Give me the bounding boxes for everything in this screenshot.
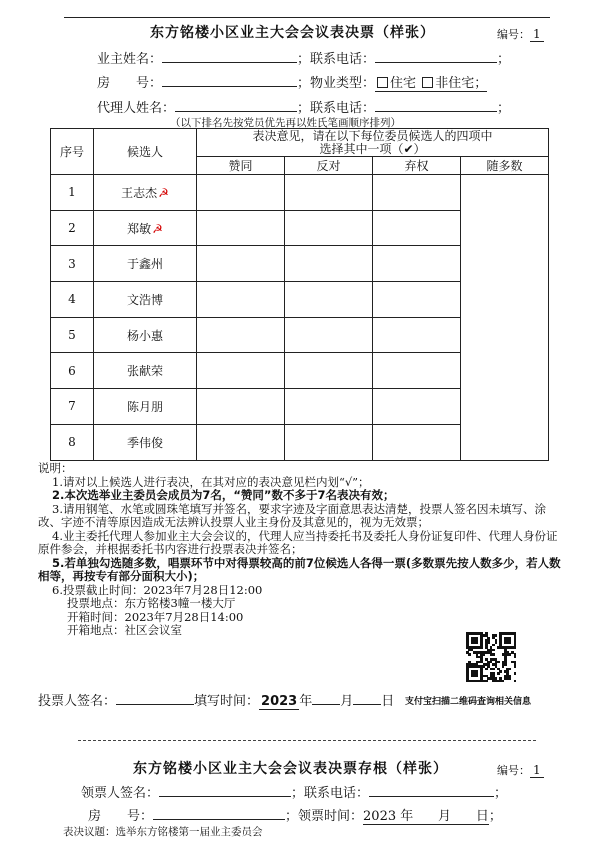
cut-line xyxy=(78,740,536,741)
candidate-cell xyxy=(94,282,197,318)
row-index: 3 xyxy=(51,246,94,282)
vote-cell-abstain[interactable] xyxy=(373,424,461,460)
non-residential-label: 非住宅； xyxy=(435,76,488,91)
stub-receive-date[interactable] xyxy=(363,809,489,825)
row-index: 1 xyxy=(51,175,94,211)
vote-cell-agree[interactable] xyxy=(197,210,285,246)
serial-value: 1 xyxy=(530,27,544,42)
candidate-name: 陈月朋 xyxy=(126,399,163,414)
vote-cell-oppose[interactable] xyxy=(285,210,373,246)
voter-sign-label: 投票人签名： xyxy=(38,694,117,709)
non-residential-checkbox[interactable] xyxy=(422,77,433,88)
proxy-contact-field[interactable] xyxy=(375,98,497,112)
row-index: 2 xyxy=(51,210,94,246)
vote-cell-agree[interactable] xyxy=(197,282,285,318)
vote-cell-agree[interactable] xyxy=(197,353,285,389)
stub-serial-number xyxy=(497,762,544,778)
room-field[interactable] xyxy=(162,73,297,87)
note-3: 3.请用钢笔、水笔或圆珠笔填写并签名，要求字迹及字面意思表达清楚，投票人签名因未填写、涂改、字迹不清等原因造成无法辨认投票人业主身份及其意见的，视为无效票； xyxy=(38,501,546,529)
stub-receiver-field[interactable] xyxy=(159,783,291,797)
candidate-name: 郑敏 xyxy=(127,221,152,236)
serial-label: 编号： xyxy=(497,28,530,41)
candidate-name: 张献荣 xyxy=(126,364,163,379)
stub-room-label: 房 号： xyxy=(88,809,154,824)
open-place: 开箱地点：社区会议室 xyxy=(67,623,182,637)
candidate-name: 于鑫州 xyxy=(126,257,163,272)
stub-contact-label: ；联系电话： xyxy=(291,786,370,801)
signature-row xyxy=(38,690,394,709)
opinion-header-line2: 选择其中一项（✔） xyxy=(319,141,426,156)
owner-name-field[interactable] xyxy=(162,49,297,63)
stub-serial-value: 1 xyxy=(530,763,544,778)
stub-receive-time-label: ；领票时间： xyxy=(285,809,364,824)
owner-name-row xyxy=(97,48,510,67)
col-index-header: 序号 xyxy=(51,129,94,175)
owner-contact-label: ；联系电话： xyxy=(297,52,376,67)
candidate-cell xyxy=(94,175,197,211)
note-6: 6.投票截止时间：2023年7月28日12:00 xyxy=(52,582,263,597)
stub-day-unit: 日 xyxy=(475,809,489,824)
stub-room-end: ； xyxy=(488,809,502,824)
owner-end: ； xyxy=(497,52,511,67)
stub-receiver-end: ； xyxy=(494,786,508,801)
fill-year[interactable]: 2023 xyxy=(261,694,298,709)
owner-name-label: 业主姓名： xyxy=(97,52,163,67)
row-index: 5 xyxy=(51,317,94,353)
candidate-name: 杨小惠 xyxy=(126,328,163,343)
candidate-cell xyxy=(94,424,197,460)
property-type-label: ；物业类型： xyxy=(297,76,376,91)
proxy-name-field[interactable] xyxy=(175,98,297,112)
note-5: 5.若单独勾选随多数，唱票环节中对得票较高的前7位候选人各得一票(多数票先按人数多少，若人数相等，再按专有部分面积大小)； xyxy=(38,555,561,583)
opinion-header xyxy=(197,129,549,157)
candidate-row xyxy=(51,175,549,211)
year-unit: 年 xyxy=(299,694,313,709)
vote-cell-abstain[interactable] xyxy=(373,246,461,282)
stub-month-unit: 月 xyxy=(438,809,452,824)
opinion-header-line1: 表决意见，请在以下每位委员候选人的四项中 xyxy=(252,128,493,143)
vote-cell-oppose[interactable] xyxy=(285,353,373,389)
candidate-name: 文浩博 xyxy=(126,292,163,307)
vote-cell-abstain[interactable] xyxy=(373,389,461,425)
stub-receive-year: 2023 年 xyxy=(363,809,414,824)
fill-month-field[interactable] xyxy=(312,691,340,705)
vote-cell-abstain[interactable] xyxy=(373,175,461,211)
party-member-icon: ☭ xyxy=(158,185,169,200)
candidate-cell xyxy=(94,353,197,389)
room-row xyxy=(97,72,487,91)
vote-cell-abstain[interactable] xyxy=(373,317,461,353)
note-1: 1.请对以上候选人进行表决，在其对应的表决意见栏内划“√”； xyxy=(52,474,370,489)
fill-day-field[interactable] xyxy=(353,691,381,705)
stub-contact-field[interactable] xyxy=(369,783,494,797)
vote-cell-abstain[interactable] xyxy=(373,282,461,318)
vote-cell-abstain[interactable] xyxy=(373,353,461,389)
vote-cell-agree[interactable] xyxy=(197,175,285,211)
vote-cell-agree[interactable] xyxy=(197,317,285,353)
col-abstain-header: 弃权 xyxy=(373,157,461,175)
vote-place: 投票地点：东方铭楼3幢一楼大厅 xyxy=(67,596,236,610)
fill-time-label: 填写时间： xyxy=(194,694,260,709)
voter-sign-field[interactable] xyxy=(116,691,194,705)
candidate-cell xyxy=(94,210,197,246)
vote-cell-oppose[interactable] xyxy=(285,246,373,282)
proxy-row xyxy=(97,97,510,116)
property-type-options xyxy=(375,76,487,92)
row-index: 7 xyxy=(51,389,94,425)
note-4: 4.业主委托代理人参加业主大会会议的，代理人应当持委托书及委托人身份证复印件、代理人身份证原件参会，并根据委托书内容进行投票表决并签名； xyxy=(38,528,558,556)
day-unit: 日 xyxy=(381,694,395,709)
stub-title: 东方铭楼小区业主大会会议表决票存根（样张） xyxy=(133,761,448,777)
ordering-note: （以下排名先按党员优先再以姓氏笔画顺序排列） xyxy=(170,117,401,129)
vote-cell-agree[interactable] xyxy=(197,246,285,282)
vote-cell-follow-majority[interactable] xyxy=(461,175,549,461)
vote-table xyxy=(50,128,549,461)
vote-cell-abstain[interactable] xyxy=(373,210,461,246)
open-time: 开箱时间：2023年7月28日14:00 xyxy=(67,609,244,624)
instructions xyxy=(38,462,564,638)
proxy-end: ； xyxy=(497,101,511,116)
stub-room-row xyxy=(88,805,502,824)
row-index: 8 xyxy=(51,424,94,460)
col-follow-header: 随多数 xyxy=(461,157,549,175)
proxy-name-label: 代理人姓名： xyxy=(97,101,176,116)
party-member-icon: ☭ xyxy=(152,221,163,236)
stub-serial-label: 编号： xyxy=(497,764,530,777)
candidate-cell xyxy=(94,317,197,353)
vote-cell-oppose[interactable] xyxy=(285,175,373,211)
col-agree-header: 赞同 xyxy=(197,157,285,175)
stub-matter: 表决议题：选举东方铭楼第一届业主委员会 xyxy=(63,826,263,838)
vote-cell-oppose[interactable] xyxy=(285,282,373,318)
stub-room-field[interactable] xyxy=(153,806,285,820)
vote-cell-oppose[interactable] xyxy=(285,424,373,460)
qr-code xyxy=(466,632,516,682)
note-2: 2.本次选举业主委员会成员为7名，“赞同”数不多于7名表决有效； xyxy=(52,488,395,502)
serial-number xyxy=(497,26,544,42)
col-candidate-header: 候选人 xyxy=(94,129,197,175)
stub-receiver-label: 领票人签名： xyxy=(81,786,160,801)
candidate-name: 王志杰 xyxy=(121,185,158,200)
notes-heading: 说明： xyxy=(38,461,73,475)
room-label: 房 号： xyxy=(97,76,163,91)
vote-cell-oppose[interactable] xyxy=(285,389,373,425)
top-rule xyxy=(64,17,550,18)
owner-contact-field[interactable] xyxy=(375,49,497,63)
candidate-cell xyxy=(94,389,197,425)
residential-checkbox[interactable] xyxy=(377,77,388,88)
residential-label: 住宅 xyxy=(390,76,417,91)
vote-cell-agree[interactable] xyxy=(197,424,285,460)
candidate-name: 季伟俊 xyxy=(126,435,163,450)
proxy-contact-label: ；联系电话： xyxy=(297,101,376,116)
col-oppose-header: 反对 xyxy=(285,157,373,175)
vote-cell-agree[interactable] xyxy=(197,389,285,425)
candidate-cell xyxy=(94,246,197,282)
alipay-note: 支付宝扫描二维码查询相关信息 xyxy=(405,697,532,707)
row-index: 4 xyxy=(51,282,94,318)
vote-cell-oppose[interactable] xyxy=(285,317,373,353)
ballot-title: 东方铭楼小区业主大会会议表决票（样张） xyxy=(150,25,435,41)
month-unit: 月 xyxy=(340,694,354,709)
stub-receiver-row xyxy=(81,782,507,801)
row-index: 6 xyxy=(51,353,94,389)
